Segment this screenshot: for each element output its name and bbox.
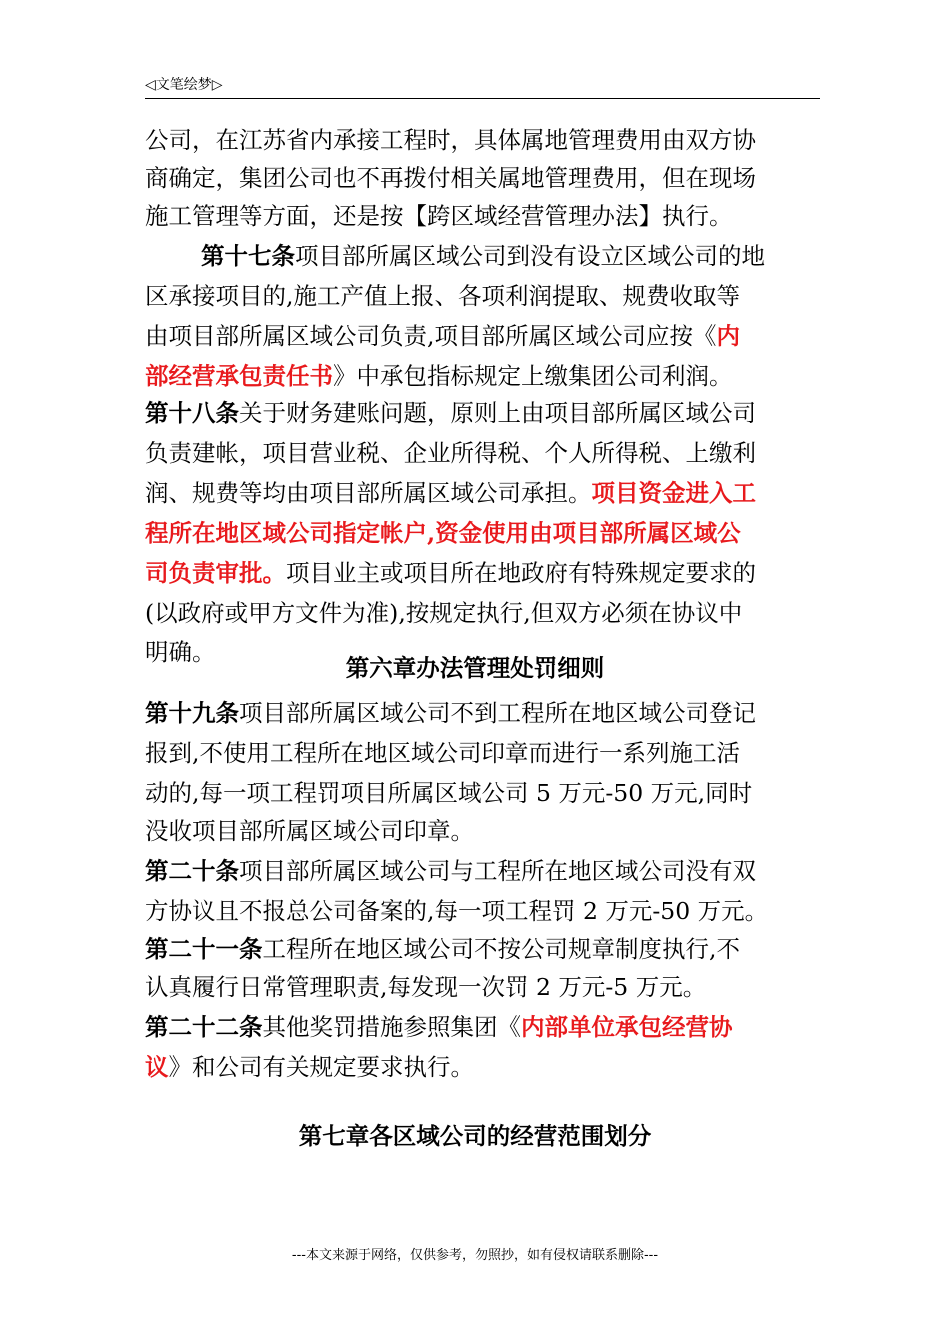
text-line [145, 1047, 474, 1087]
text-line [145, 120, 756, 160]
text-segment: 项目部所属区域公司与工程所在地区域公司没有双 [239, 857, 756, 885]
text-line [145, 356, 733, 396]
text-segment: 公司，在江苏省内承接工程时，具体属地管理费用由双方协 [145, 126, 756, 154]
text-segment: (以政府或甲方文件为准),按规定执行,但双方必须在协议中 [145, 599, 743, 627]
highlighted-text: 司负责审批。 [145, 559, 286, 587]
chapter-six-heading: 第六章办法管理处罚细则 [345, 654, 605, 682]
text-line [145, 891, 768, 931]
text-segment: 没收项目部所属区域公司印章。 [145, 817, 474, 845]
text-segment: 》中承包指标规定上缴集团公司利润。 [333, 362, 733, 390]
highlighted-text: 议 [145, 1053, 169, 1081]
text-line [145, 276, 740, 316]
page-footer: ---本文来源于网络，仅供参考，勿照抄，如有侵权请联系删除--- [291, 1248, 659, 1263]
highlighted-text: 项目资金进入工 [591, 479, 756, 507]
text-segment: 其他奖罚措施参照集团《 [262, 1013, 521, 1041]
text-line [145, 851, 756, 891]
text-segment: 负责建帐，项目营业税、企业所得税、个人所得税、上缴利 [145, 439, 756, 467]
article-number: 第十七条 [201, 242, 295, 270]
text-line [145, 811, 474, 851]
header-text: ◁文笔绘梦▷ [145, 77, 223, 93]
article-number: 第十八条 [145, 399, 239, 427]
article-number: 第二十二条 [145, 1013, 263, 1041]
article-number: 第十九条 [145, 699, 239, 727]
text-segment: 商确定，集团公司也不再拨付相关属地管理费用，但在现场 [145, 164, 756, 192]
text-segment: 工程所在地区域公司不按公司规章制度执行,不 [262, 935, 740, 963]
text-segment: 方协议且不报总公司备案的,每一项工程罚 2 万元-50 万元。 [145, 897, 769, 925]
text-segment: 动的,每一项工程罚项目所属区域公司 5 万元-50 万元,同时 [145, 779, 753, 807]
text-line [145, 158, 756, 198]
highlighted-text: 程所在地区域公司指定帐户,资金使用由项目部所属区域公 [145, 519, 741, 547]
text-line [145, 433, 756, 473]
text-segment: 认真履行日常管理职责,每发现一次罚 2 万元-5 万元。 [145, 973, 707, 1001]
text-segment: 施工管理等方面，还是按【跨区域经营管理办法】执行。 [145, 202, 733, 230]
text-line [145, 733, 740, 773]
text-segment: 由项目部所属区域公司负责,项目部所属区域公司应按《 [145, 322, 717, 350]
page-header [145, 72, 820, 99]
text-segment: 明确。 [145, 638, 216, 666]
text-line [145, 929, 740, 969]
highlighted-text: 内部单位承包经营协 [521, 1013, 733, 1041]
text-line [201, 236, 765, 276]
article-number: 第二十条 [145, 857, 239, 885]
text-segment: 项目业主或项目所在地政府有特殊规定要求的 [286, 559, 756, 587]
text-line [145, 593, 742, 633]
highlighted-text: 部经营承包责任书 [145, 362, 333, 390]
chapter-seven-heading: 第七章各区域公司的经营范围划分 [298, 1122, 652, 1150]
text-segment: 区承接项目的,施工产值上报、各项利润提取、规费收取等 [145, 282, 740, 310]
text-segment: 关于财务建账问题，原则上由项目部所属区域公司 [239, 399, 756, 427]
text-line [145, 513, 741, 553]
text-line [145, 1007, 733, 1047]
text-line [145, 967, 706, 1007]
text-segment: 》和公司有关规定要求执行。 [168, 1053, 474, 1081]
text-line [145, 393, 756, 433]
text-line [145, 553, 756, 593]
text-line [145, 693, 756, 733]
text-segment: 润、规费等均由项目部所属区域公司承担。 [145, 479, 592, 507]
text-segment: 报到,不使用工程所在地区域公司印章而进行一系列施工活 [145, 739, 740, 767]
text-line [145, 773, 752, 813]
article-number: 第二十一条 [145, 935, 263, 963]
text-line [145, 473, 756, 513]
text-segment: 项目部所属区域公司到没有设立区域公司的地 [295, 242, 765, 270]
highlighted-text: 内 [716, 322, 740, 350]
text-line [145, 196, 733, 236]
text-segment: 项目部所属区域公司不到工程所在地区域公司登记 [239, 699, 756, 727]
text-line [145, 316, 740, 356]
